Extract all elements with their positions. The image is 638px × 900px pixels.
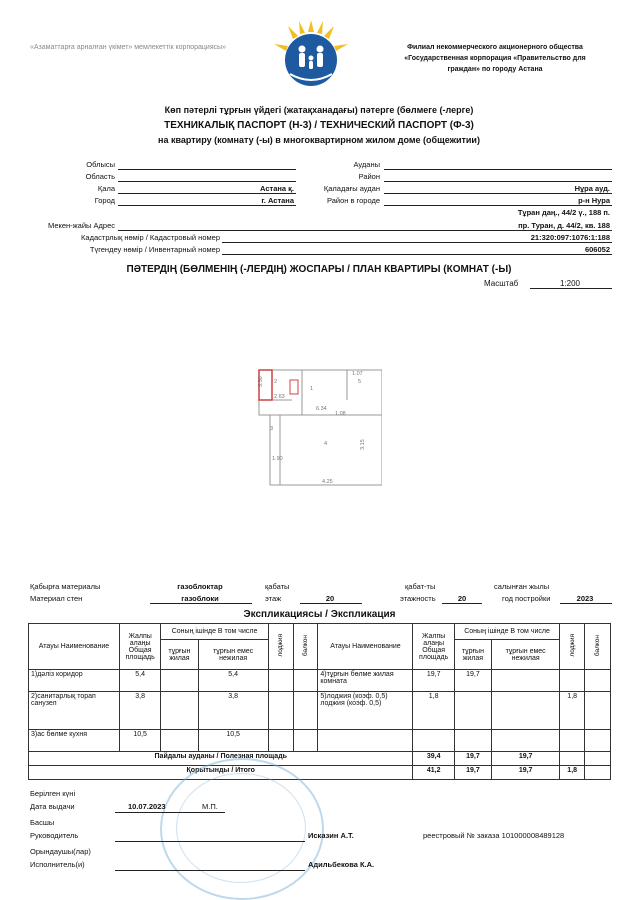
row2-left-nonliving: 3,8 — [198, 692, 268, 730]
total-living: 19,7 — [454, 766, 491, 780]
wall-label-kz: Қабырға материалы — [30, 582, 101, 591]
row2-right-name: 5)лоджия (коэф. 0,5) лоджия (коэф. 0,5) — [318, 692, 413, 730]
plan-room-4: 4 — [324, 441, 328, 447]
wall-material-kz: газоблоктар — [177, 582, 223, 591]
plan-room-5: 5 — [358, 379, 362, 385]
total-row — [29, 766, 611, 780]
head-label-kz: Басшы — [30, 818, 55, 827]
plan-dim-e: 4.25 — [322, 479, 333, 485]
col-total-right: Жалпы алаңы Общая площадь — [413, 624, 454, 670]
left-org-text: «Азаматтарға арналған үкімет» мемлекеттік корпорациясы» — [30, 44, 227, 51]
plan-dim-d: 1.08 — [335, 411, 346, 417]
title-line1: Көп пәтерлі тұрғын үйдегі (жатақханадағы) пәтерге (бөлмеге (-лерге) — [164, 105, 474, 115]
useful-total: 39,4 — [413, 752, 454, 766]
plan-room-1: 1 — [310, 386, 314, 392]
row1-right-nonliving — [492, 670, 560, 692]
plan-dim-a: 5.50 — [258, 376, 264, 387]
gorod-label: Город — [94, 196, 115, 205]
exec-label-kz: Орындаушы(лар) — [30, 847, 91, 856]
plan-dim-f: 1.90 — [272, 456, 283, 462]
row1-left-nonliving: 5,4 — [198, 670, 268, 692]
raion-gorod-label: Район в городе — [326, 196, 380, 205]
col-name-left: Атауы Наименование — [29, 624, 120, 670]
row1-right-total: 19,7 — [413, 670, 454, 692]
row3-left-living — [161, 730, 198, 752]
storeys-value: 20 — [457, 594, 467, 603]
col-nonliving-left: тұрғын емес нежилая — [198, 640, 268, 670]
oblast-label: Область — [85, 172, 115, 181]
mp-label: М.П. — [202, 802, 218, 811]
plan-room-3: 3 — [270, 426, 274, 432]
col-total-left: Жалпы алаңы Общая площадь — [119, 624, 160, 670]
total-loggia: 1,8 — [560, 766, 585, 780]
row2-left-living — [161, 692, 198, 730]
col-balcony-right: балкон — [594, 634, 602, 657]
col-loggia-left: лоджия — [277, 634, 285, 657]
row2-right-total: 1,8 — [413, 692, 454, 730]
plan-dim-b: 2.63 — [274, 394, 285, 400]
address-value1: Тұран даң., 44/2 ү., 188 п. — [517, 208, 610, 217]
row2-left-total: 3,8 — [119, 692, 160, 730]
exec-name: Адильбекова К.А. — [308, 860, 375, 869]
title-line3: на квартиру (комнату (-ы) в многоквартирном жилом доме (общежитии) — [158, 135, 480, 145]
address-value2: пр. Туран, д. 44/2, кв. 188 — [518, 221, 610, 230]
kala-value: Астана қ. — [260, 184, 294, 193]
order-number: реестровый № заказа 101000008489128 — [423, 831, 565, 840]
useful-label: Пайдалы ауданы / Полезная площадь — [29, 752, 413, 766]
inventory-value: 606052 — [584, 245, 610, 254]
raion-label: Район — [358, 172, 380, 181]
col-nonliving-right: тұрғын емес нежилая — [492, 640, 560, 670]
floor-plan — [232, 365, 382, 490]
issued-label-kz: Берілген күні — [30, 789, 76, 798]
year-label-ru: год постройки — [502, 594, 551, 603]
floor-plan-drawing — [232, 365, 382, 490]
total-total: 41,2 — [413, 766, 454, 780]
useful-nonliving: 19,7 — [492, 752, 560, 766]
row1-right-name: 4)тұрғын бөлме жилая комната — [318, 670, 413, 692]
row1-right-living: 19,7 — [454, 670, 491, 692]
explication-table — [28, 623, 611, 780]
row2-right-loggia: 1,8 — [560, 692, 585, 730]
plan-room-2: 2 — [274, 379, 278, 385]
exec-label-ru: Исполнитель(и) — [30, 860, 85, 869]
logo — [268, 16, 354, 90]
title-line2: ТЕХНИКАЛЫҚ ПАСПОРТ (Н-3) / ТЕХНИЧЕСКИЙ ПАСПОРТ (Ф-3) — [164, 120, 474, 131]
row3-left-total: 10,5 — [119, 730, 160, 752]
issued-date: 10.07.2023 — [128, 802, 166, 811]
row2-left-name: 2)санитарлық торап санузел — [29, 692, 120, 730]
row1-left-total: 5,4 — [119, 670, 160, 692]
raion-gorod-value: р-н Нура — [578, 196, 610, 205]
storeys-label-ru: этажность — [400, 594, 436, 603]
plan-dim-g: 1.07 — [352, 371, 363, 377]
head-label-ru: Руководитель — [30, 831, 79, 840]
official-stamp-inner — [176, 773, 306, 883]
row3-left-name: 3)ас бөлме кухня — [29, 730, 120, 752]
floor-value: 20 — [325, 594, 335, 603]
kala-label: Қала — [97, 184, 115, 193]
total-nonliving: 19,7 — [492, 766, 560, 780]
useful-living: 19,7 — [454, 752, 491, 766]
audany-label: Ауданы — [353, 160, 380, 169]
col-loggia-right: лоджия — [568, 634, 576, 657]
issued-label-ru: Дата выдачи — [30, 802, 75, 811]
kala-audan-value: Нұра ауд. — [574, 184, 610, 193]
total-label: Қорытынды / Итого — [29, 766, 413, 780]
row2-right-nonliving — [492, 692, 560, 730]
year-value: 2023 — [576, 594, 594, 603]
scale-value: 1:200 — [559, 279, 581, 288]
right-org-line1: Филиал некоммерческого акционерного общества — [407, 44, 583, 51]
table-row — [29, 670, 611, 692]
row1-right-loggia — [560, 670, 585, 692]
col-balcony-left: балкон — [301, 634, 309, 657]
table-row — [29, 692, 611, 730]
floor-label-ru: этаж — [265, 594, 282, 603]
right-org-line3: граждан» по городу Астана — [447, 66, 543, 73]
floor-label-kz: қабаты — [265, 582, 290, 591]
table-row — [29, 730, 611, 752]
gorod-value: г. Астана — [261, 196, 294, 205]
row1-left-name: 1)дәліз коридор — [29, 670, 120, 692]
wall-material-ru: газоблоки — [181, 594, 219, 603]
year-label-kz: салынған жылы — [494, 582, 550, 591]
row2-right-living — [454, 692, 491, 730]
scale-label: Масштаб — [484, 279, 519, 288]
kala-audan-label: Қаладағы аудан — [323, 184, 380, 193]
cadastral-label: Кадастрлық нөмір / Кадастровый номер — [81, 233, 220, 242]
row1-left-living — [161, 670, 198, 692]
cadastral-value: 21:320:097:1076:1:188 — [530, 233, 610, 242]
address-label: Мекен-жайы Адрес — [47, 221, 115, 230]
oblys-label: Облысы — [86, 160, 115, 169]
row3-left-nonliving: 10,5 — [198, 730, 268, 752]
inventory-label: Түгендеу нөмір / Инвентарный номер — [89, 245, 220, 254]
col-incl-right: Соның ішінде В том числе — [454, 624, 559, 640]
wall-label-ru: Материал стен — [30, 594, 83, 603]
useful-area-row — [29, 752, 611, 766]
plan-dim-h: 3.15 — [360, 439, 366, 450]
col-incl-left: Соның ішінде В том числе — [161, 624, 269, 640]
col-living-right: тұрғын жилая — [454, 640, 491, 670]
plan-title: ПӘТЕРДІҢ (БӨЛМЕНІҢ (-ЛЕРДІҢ) ЖОСПАРЫ / ПЛАН КВАРТИРЫ (КОМНАТ (-Ы) — [126, 264, 512, 275]
plan-dim-c: 6.34 — [316, 406, 327, 412]
right-org-line2: «Государственная корпорация «Правительство для — [404, 55, 586, 62]
head-name: Исказин А.Т. — [308, 831, 354, 840]
col-living-left: тұрғын жилая — [161, 640, 198, 670]
sun-family-logo-icon — [268, 16, 354, 90]
explication-title: Экспликациясы / Экспликация — [243, 609, 396, 620]
storeys-label-kz: қабат-ты — [405, 582, 436, 591]
col-name-right: Атауы Наименование — [318, 624, 413, 670]
